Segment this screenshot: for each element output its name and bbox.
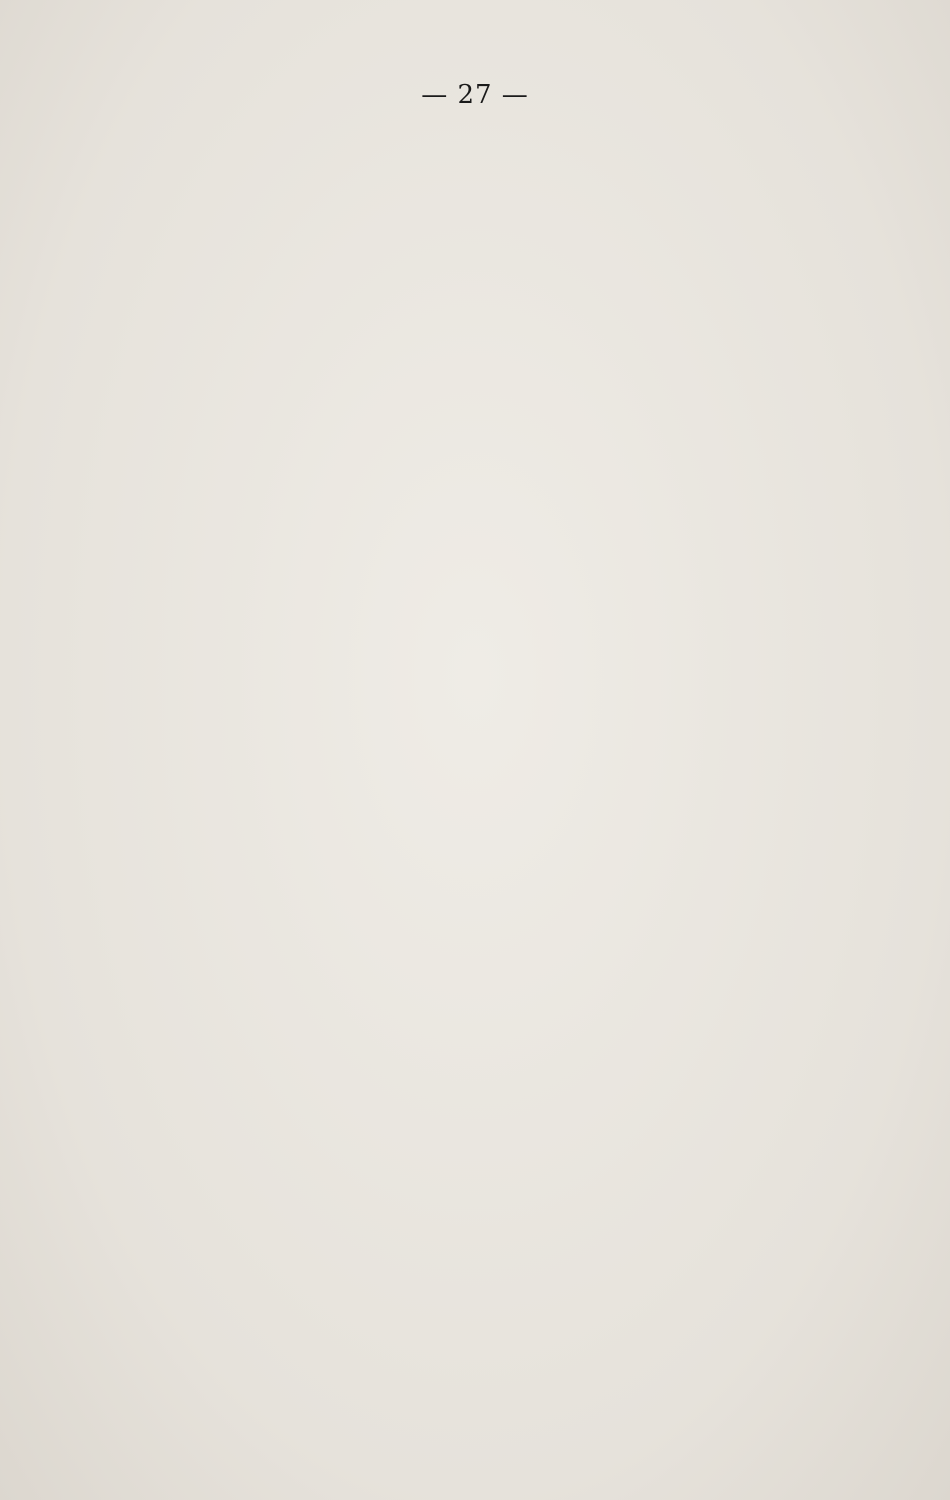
page-number: — 27 — [421,80,529,110]
